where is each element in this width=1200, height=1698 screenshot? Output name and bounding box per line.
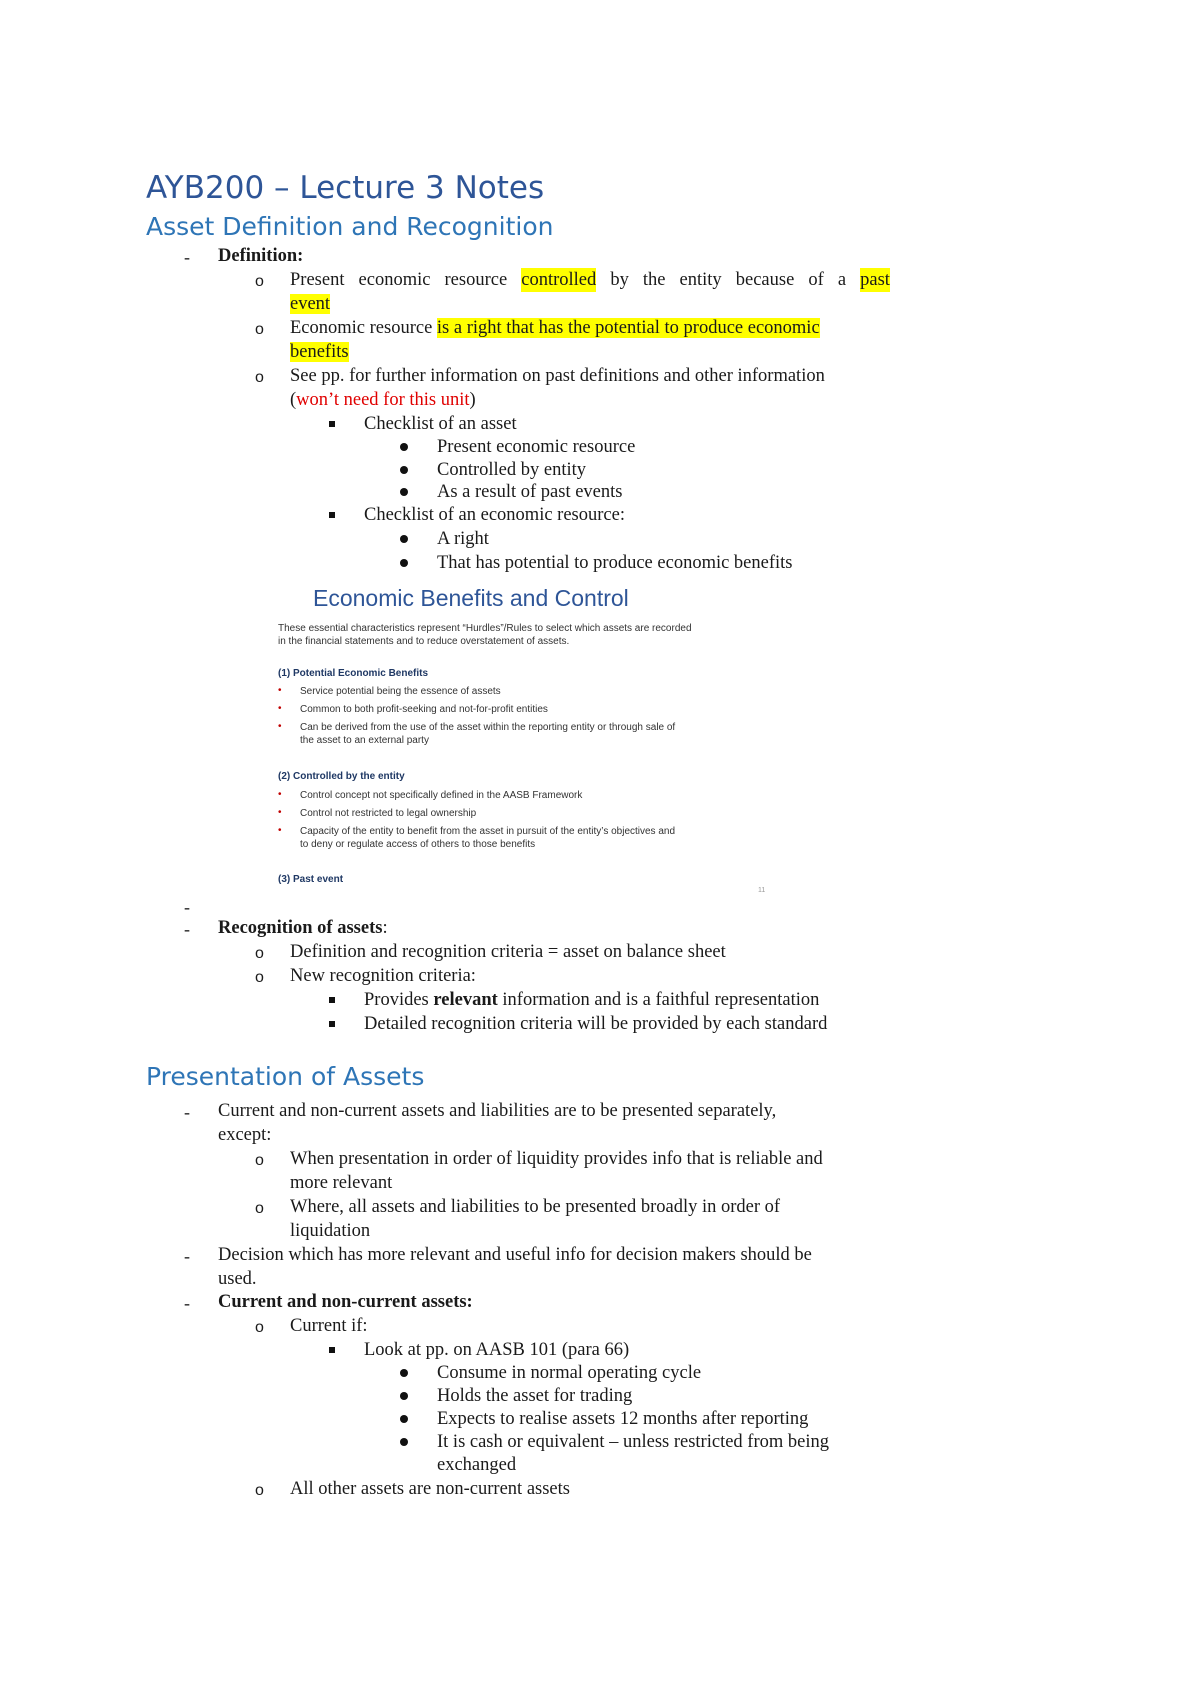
- recognition-item: Definition and recognition criteria = asset on balance sheet: [290, 942, 726, 962]
- round-bullet-icon: [400, 443, 408, 451]
- checklist-asset-item: As a result of past events: [437, 482, 623, 502]
- o-bullet: o: [255, 321, 264, 338]
- slide-subheading: (3) Past event: [278, 874, 344, 885]
- definition-line-1-cont: event: [290, 294, 331, 314]
- look-at-reference: Look at pp. on AASB 101 (para 66): [364, 1340, 630, 1360]
- definition-label: Definition:: [218, 246, 304, 266]
- slide-intro: in the financial statements and to reduce overstatement of assets.: [278, 636, 570, 647]
- slide-bullet-icon: •: [278, 807, 282, 818]
- slide-bullet-text: Control concept not specifically defined in the AASB Framework: [300, 790, 583, 801]
- recognition-subitem: Provides relevant information and is a faithful representation: [364, 990, 820, 1010]
- square-bullet-icon: [329, 421, 335, 427]
- o-bullet: o: [255, 945, 264, 962]
- recognition-item: New recognition criteria:: [290, 966, 476, 986]
- slide-bullet-icon: •: [278, 703, 282, 714]
- o-bullet: o: [255, 1152, 264, 1169]
- section-heading-presentation: Presentation of Assets: [146, 1062, 425, 1091]
- slide-subheading: (2) Controlled by the entity: [278, 771, 405, 782]
- slide-bullet-icon: •: [278, 721, 282, 732]
- round-bullet-icon: [400, 535, 408, 543]
- recognition-label: Recognition of assets:: [218, 918, 388, 938]
- square-bullet-icon: [329, 1347, 335, 1353]
- current-if-label: Current if:: [290, 1316, 368, 1336]
- slide-page-number: 11: [758, 887, 766, 894]
- o-bullet: o: [255, 1482, 264, 1499]
- round-bullet-icon: [400, 1369, 408, 1377]
- o-bullet: o: [255, 1319, 264, 1336]
- slide-title: Economic Benefits and Control: [313, 585, 629, 611]
- square-bullet-icon: [329, 512, 335, 518]
- square-bullet-icon: [329, 1021, 335, 1027]
- current-criteria-item: Consume in normal operating cycle: [437, 1363, 702, 1383]
- checklist-asset-label: Checklist of an asset: [364, 414, 517, 434]
- slide-bullet-icon: •: [278, 825, 282, 836]
- non-current-statement: All other assets are non-current assets: [290, 1479, 570, 1499]
- slide-bullet-icon: •: [278, 685, 282, 696]
- round-bullet-icon: [400, 1392, 408, 1400]
- presentation-paragraph: Decision which has more relevant and useful info for decision makers should be: [218, 1245, 812, 1265]
- dash-bullet: -: [184, 897, 190, 917]
- slide-subheading: (1) Potential Economic Benefits: [278, 668, 429, 679]
- definition-line-3-cont: (won’t need for this unit): [290, 390, 476, 410]
- presentation-exception: When presentation in order of liquidity provides info that is reliable and: [290, 1149, 823, 1169]
- recognition-subitem: Detailed recognition criteria will be provided by each standard: [364, 1014, 828, 1034]
- checklist-resource-label: Checklist of an economic resource:: [364, 505, 625, 525]
- slide-bullet-text: the asset to an external party: [300, 735, 429, 746]
- current-criteria-item: It is cash or equivalent – unless restricted from being: [437, 1432, 829, 1452]
- section-heading-asset-definition: Asset Definition and Recognition: [146, 212, 554, 241]
- presentation-exception: more relevant: [290, 1173, 393, 1193]
- round-bullet-icon: [400, 559, 408, 567]
- square-bullet-icon: [329, 997, 335, 1003]
- o-bullet: o: [255, 969, 264, 986]
- dash-bullet: -: [184, 1246, 190, 1266]
- o-bullet: o: [255, 369, 264, 386]
- dash-bullet: -: [184, 247, 190, 267]
- definition-line-2: Economic resource is a right that has the potential to produce economic: [290, 318, 820, 338]
- slide-bullet-text: Control not restricted to legal ownership: [300, 808, 477, 819]
- round-bullet-icon: [400, 1415, 408, 1423]
- checklist-asset-item: Controlled by entity: [437, 460, 587, 480]
- current-criteria-item: Expects to realise assets 12 months after reporting: [437, 1409, 809, 1429]
- slide-bullet-text: Capacity of the entity to benefit from the asset in pursuit of the entity’s objectives and: [300, 826, 676, 837]
- definition-line-2-cont: benefits: [290, 342, 349, 362]
- slide-intro: These essential characteristics represent “Hurdles”/Rules to select which assets are recorded: [278, 623, 692, 634]
- slide-bullet-text: to deny or regulate access of others to those benefits: [300, 839, 536, 850]
- o-bullet: o: [255, 1200, 264, 1217]
- definition-line-3: See pp. for further information on past definitions and other information: [290, 366, 825, 386]
- presentation-paragraph: used.: [218, 1269, 257, 1289]
- slide-bullet-icon: •: [278, 789, 282, 800]
- round-bullet-icon: [400, 466, 408, 474]
- current-criteria-item: Holds the asset for trading: [437, 1386, 633, 1406]
- slide-bullet-text: Can be derived from the use of the asset within the reporting entity or through sale of: [300, 722, 676, 733]
- presentation-paragraph: except:: [218, 1125, 272, 1145]
- round-bullet-icon: [400, 488, 408, 496]
- presentation-exception: liquidation: [290, 1221, 371, 1241]
- checklist-asset-item: Present economic resource: [437, 437, 636, 457]
- presentation-exception: Where, all assets and liabilities to be presented broadly in order of: [290, 1197, 781, 1217]
- current-criteria-item-cont: exchanged: [437, 1455, 517, 1475]
- dash-bullet: -: [184, 919, 190, 939]
- current-noncurrent-label: Current and non-current assets:: [218, 1292, 473, 1312]
- round-bullet-icon: [400, 1438, 408, 1446]
- o-bullet: o: [255, 273, 264, 290]
- dash-bullet: -: [184, 1293, 190, 1313]
- slide-bullet-text: Service potential being the essence of assets: [300, 686, 501, 697]
- definition-line-1: Present economic resource controlled by the entity because of a past: [290, 270, 890, 290]
- checklist-resource-item: That has potential to produce economic benefits: [437, 553, 793, 573]
- presentation-paragraph: Current and non-current assets and liabilities are to be presented separately,: [218, 1101, 777, 1121]
- document-title: AYB200 – Lecture 3 Notes: [146, 170, 545, 206]
- embedded-slide-image: [268, 585, 788, 894]
- slide-bullet-text: Common to both profit-seeking and not-for-profit entities: [300, 704, 548, 715]
- dash-bullet: -: [184, 1102, 190, 1122]
- checklist-resource-item: A right: [437, 529, 489, 549]
